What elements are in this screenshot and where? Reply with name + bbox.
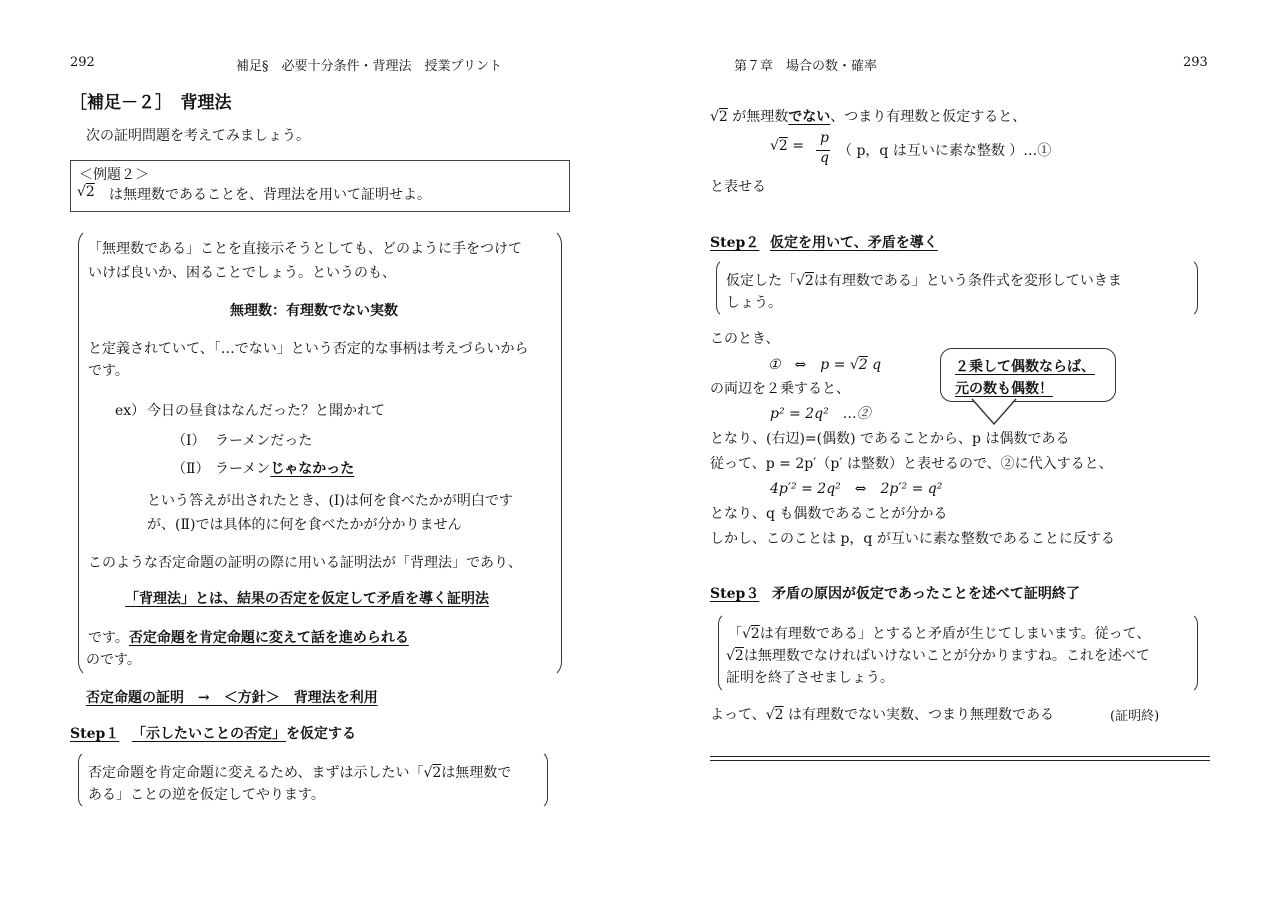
policy-line: 否定命題の証明 → ＜方針＞ 背理法を利用 (86, 690, 378, 706)
equation-1-note: （ p，q は互いに素な整数 ）…① (838, 143, 1052, 159)
explanation-frame (78, 228, 562, 678)
step1-box-line: 否定命題を肯定命題に変えるため、まずは示したい「√2は無理数で (88, 765, 512, 781)
answer-text: ラーメンだった (215, 433, 313, 449)
definition-text: 無理数：有理数でない実数 (230, 303, 398, 319)
double-rule-top (710, 756, 1210, 757)
step3-box-line: √2は無理数でなければいけないことが分かりますね。これを述べて (726, 648, 1150, 664)
text-line: しかし、このことは p，q が互いに素な整数であることに反する (710, 531, 1115, 547)
key-definition: 「背理法」とは、結果の否定を仮定して矛盾を導く証明法 (125, 591, 489, 607)
text-line: と表せる (710, 179, 766, 195)
step3-label: Step３ (710, 586, 760, 602)
running-head: 第７章 場合の数・確率 (734, 59, 878, 74)
step1-title: 「示したいことの否定」を仮定する (132, 726, 356, 742)
page-number: 292 (70, 55, 95, 70)
explain-text: と定義されていて、「…でない」という否定的な事柄は考えづらいから (88, 341, 529, 357)
step3-title: 矛盾の原因が仮定であったことを述べて証明終了 (772, 586, 1080, 602)
answer-number: （Ⅱ） (172, 461, 210, 477)
section-title: ［補足－２］ 背理法 (70, 93, 232, 113)
text-line: 従って、p = 2p′（p′ は整数）と表せるので、②に代入すると、 (710, 456, 1113, 472)
step2-box-line: しょう。 (726, 295, 782, 311)
callout-pointer (970, 398, 1020, 426)
example-box (70, 160, 570, 212)
explain-text: このような否定命題の証明の際に用いる証明法が「背理法」であり、 (88, 555, 522, 571)
hint-callout (940, 348, 1116, 402)
explain-text: 「無理数である」ことを直接示そうとしても、どのように手をつけて (88, 241, 522, 257)
answer-text: ラーメンじゃなかった (215, 461, 355, 477)
text-line: の両辺を２乗すると、 (710, 381, 850, 397)
explain-text: いけば良いか、困ることでしょう。というのも、 (88, 265, 396, 281)
callout-text: ２乗して偶数ならば、 (955, 359, 1095, 375)
text-line: このとき、 (710, 331, 780, 347)
explain-text: のです。 (86, 652, 141, 668)
assumption-line: √2 が無理数でない、つまり有理数と仮定すると、 (710, 109, 1027, 125)
step2-box-line: 仮定した「√2は有理数である」という条件式を変形していきま (726, 273, 1122, 289)
equation-arrow: ① ⇔ p = √2 q (768, 357, 882, 373)
step3-box-line: 証明を終了させましょう。 (726, 670, 894, 686)
ex-label: ex） (115, 403, 146, 419)
text-line: となり、q も偶数であることが分かる (710, 506, 948, 522)
step1-label: Step１ (70, 726, 120, 742)
step2-title: 仮定を用いて、矛盾を導く (770, 235, 938, 251)
equation-2: p² = 2q² …② (770, 406, 871, 422)
conclusion: よって、√2 は有理数でない実数、つまり無理数である (710, 707, 1055, 723)
explain-text: です。 (88, 363, 129, 379)
step3-box-line: 「√2は有理数である」とすると矛盾が生じてしまいます。従って、 (728, 626, 1151, 642)
example-label: ＜例題２＞ (79, 167, 149, 183)
callout-text: 元の数も偶数！ (955, 381, 1053, 397)
intro-text: 次の証明問題を考えてみましょう。 (86, 128, 310, 144)
explain-text: が、(Ⅱ)では具体的に何を食べたかが分かりません (147, 517, 462, 533)
double-rule-bottom (710, 760, 1210, 761)
right-page: 第７章 場合の数・確率 293 √2 が無理数でない、つまり有理数と仮定すると、 √2 = p q （ p，q は互いに素な整数 ）…① と表せる Step２ 仮定を用いて、矛盾を導く 仮定した「√2は有理数である」という条件式を変形していきま しょう。 このとき、 ① ⇔ p = √2 q の両辺を２乗すると、 p² = 2q² …② となり、(右辺)=(偶数) であることから、p は偶数である 従って、p = 2p′（p′ は整数）と表せるので、②に代入すると、 4p′² = 2q² ⇔ 2p′² = q² となり、q も偶数であることが分かる しかし、このことは p，q が互いに素な整数であることに反する ２乗して偶数ならば、 元の数も偶数！ Step３ 矛盾の原因が仮定であったことを述べて証明終了 「√2は有理数である」とすると矛盾が生じてしまいます。従って、 √2は無理数でなければいけないことが分かりますね。これを述べて 証明を終了させましょう。 よって、√2 は有理数でない実数、つまり無理数である (証明終) (640, 0, 1280, 904)
equation-3: 4p′² = 2q² ⇔ 2p′² = q² (770, 481, 943, 497)
explain-text: という答えが出されたとき、(Ⅰ)は何を食べたかが明白です (147, 493, 513, 509)
example-text: は無理数であることを、背理法を用いて証明せよ。 (109, 187, 431, 203)
text-line: となり、(右辺)=(偶数) であることから、p は偶数である (710, 431, 1070, 447)
step2-label: Step２ (710, 235, 760, 251)
ex-question: 今日の昼食はなんだった？と聞かれて (147, 403, 385, 419)
step1-box-line: ある」ことの逆を仮定してやります。 (88, 787, 325, 803)
running-head: 補足§ 必要十分条件・背理法 授業プリント (236, 59, 502, 74)
qed-mark: (証明終) (1110, 709, 1160, 724)
page-number: 293 (1183, 55, 1208, 70)
explain-text: です。否定命題を肯定命題に変えて話を進められる (88, 630, 409, 646)
answer-number: （Ⅰ） (172, 433, 206, 449)
example-sqrt: √2 (77, 184, 95, 200)
